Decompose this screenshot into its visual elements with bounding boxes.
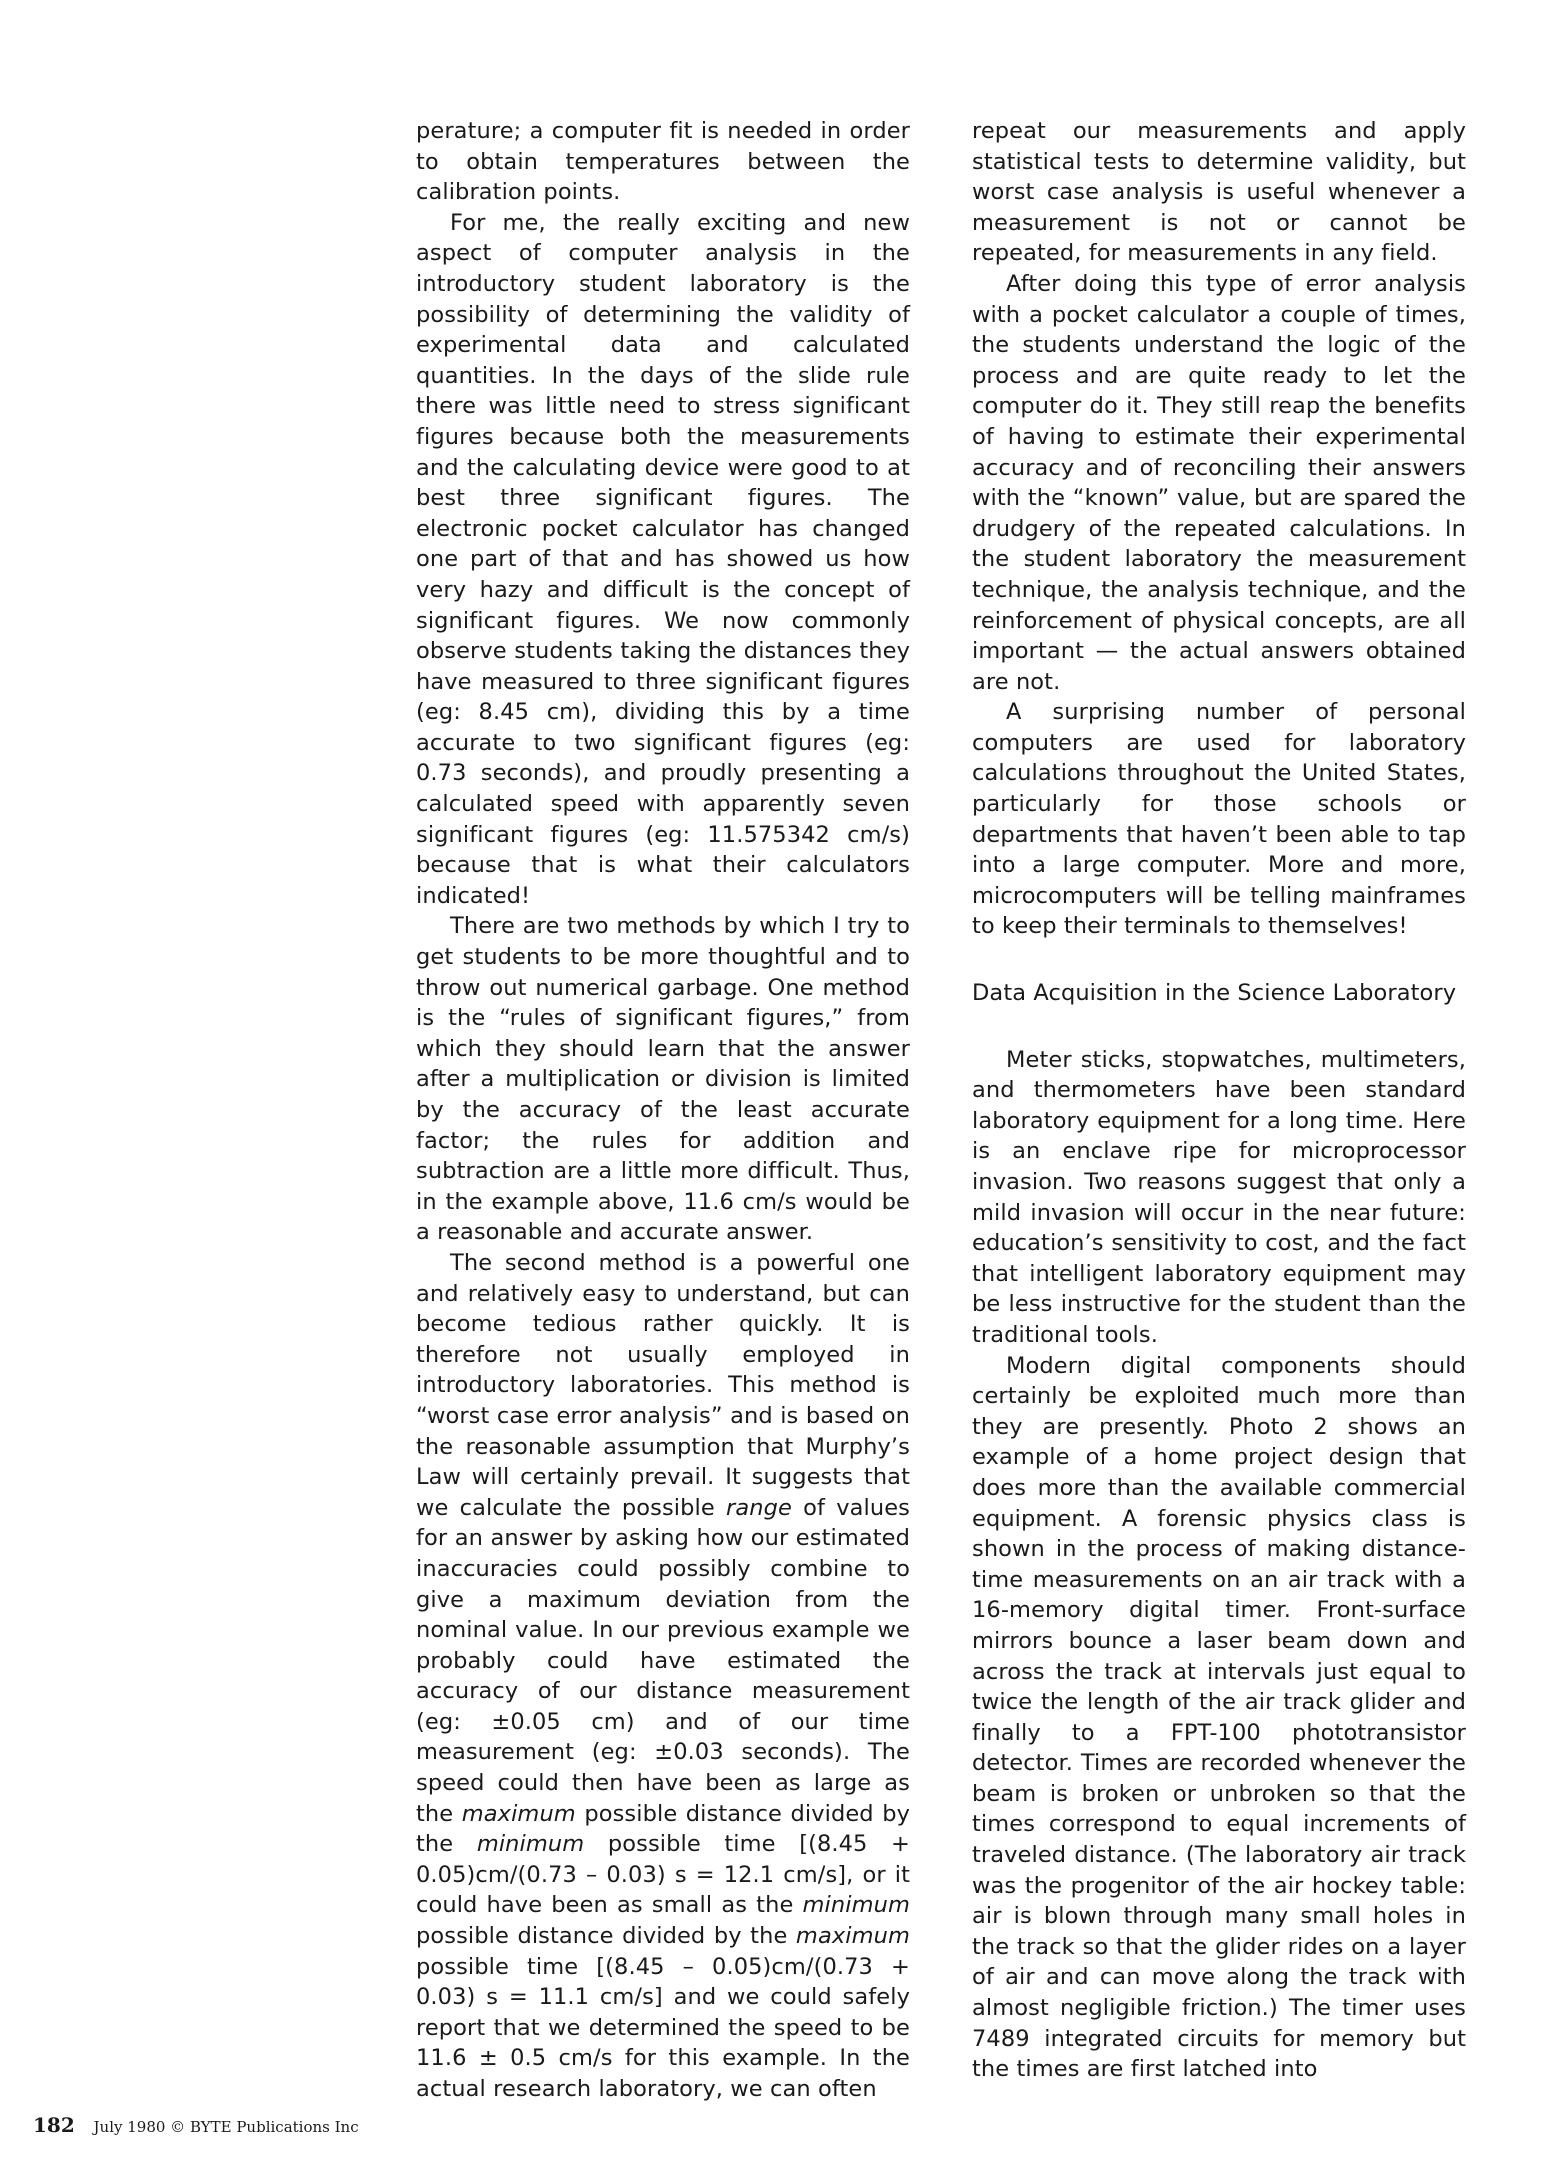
left-column [416, 116, 910, 2105]
right-column [972, 116, 1466, 2085]
emphasis: range [726, 1494, 792, 1521]
paragraph: Meter sticks, stopwatches, multimeters, and thermometers have been standard laboratory equipment for a long time. Here is an enclave ripe for microprocessor invasion. Two reasons suggest that only a mild invasion will occur in the near future: education’s sensitivity to cost, and the fact that intelligent laboratory equipment may be less instructive for the student than the traditional tools. [972, 1046, 1466, 1348]
page-footer [33, 2113, 359, 2137]
text-run: of values for an answer by asking how our estimated inaccuracies could possibly combine to give a maximum deviation from the nominal value. In our previous example we probably could have estimated the accuracy of our distance measurement (eg: ±0.05 cm) and of our time measurement (eg: ±0.03 seconds). The speed could then have been as large as the [416, 1494, 911, 1827]
text-run: possible time [(8.45 + 0.05)cm/(0.73 – 0.03) s = 12.1 cm/s], or it could have been as small as the [416, 1831, 910, 1919]
paragraph: repeat our measurements and apply statistical tests to determine validity, but worst case analysis is useful whenever a measurement is not or cannot be repeated, for measurements in any field. [972, 118, 1466, 267]
text-run: possible distance divided by the [416, 1800, 910, 1858]
emphasis: minimum [802, 1892, 910, 1919]
text-run: The second method is a powerful one and relatively easy to understand, but can become tedious rather quickly. It is therefore not usually employed in introductory laboratories. This method is “worst case error analysis” and is based on the reasonable assumption that Murphy’s Law will certainly prevail. It suggests that we calculate the possible [416, 1249, 910, 1521]
emphasis: maximum [461, 1800, 576, 1827]
text-run: possible distance divided by the [416, 1923, 796, 1950]
paragraph: After doing this type of error analysis with a pocket calculator a couple of times, the students understand the logic of the process and are quite ready to let the computer do it. They still reap the benefits of having to estimate their experimental accuracy and of reconciling their answers with the “known” value, but are spared the drudgery of the repeated calculations. In the student laboratory the measurement technique, the analysis technique, and the reinforcement of physical concepts, are all important — the actual answers obtained are not. [972, 270, 1466, 695]
emphasis: minimum [476, 1831, 585, 1858]
paragraph: There are two methods by which I try to get students to be more thoughtful and to throw out numerical garbage. One method is the “rules of significant figures,” from which they should learn that the answer after a multiplication or division is limited by the accuracy of the least accurate factor; the rules for addition and subtraction are a little more difficult. Thus, in the example above, 11.6 cm/s would be a reasonable and accurate answer. [416, 913, 910, 1246]
emphasis: maximum [795, 1923, 910, 1950]
paragraph: A surprising number of personal computers are used for laboratory calculations throughout the United States, particularly for those schools or departments that haven’t been able to tap into a large computer. More and more, microcomputers will be telling mainframes to keep their terminals to themselves! [972, 699, 1466, 940]
page-number: 182 [33, 2113, 75, 2137]
paragraph: For me, the really exciting and new aspect of computer analysis in the introductory student laboratory is the possibility of determining the validity of experimental data and calculated quantities. In the days of the slide rule there was little need to stress significant figures because both the measurements and the calculating device were good to at best three significant figures. The electronic pocket calculator has changed one part of that and has showed us how very hazy and difficult is the concept of significant figures. We now commonly observe students taking the distances they have measured to three significant figures (eg: 8.45 cm), dividing this by a time accurate to two significant figures (eg: 0.73 seconds), and proudly presenting a calculated speed with apparently seven significant figures (eg: 11.575342 cm/s) because that is what their calculators indicated! [416, 209, 910, 909]
section-heading: Data Acquisition in the Science Laboratory [972, 980, 1457, 1007]
paragraph: Modern digital components should certainly be exploited much more than they are presently. Photo 2 shows an example of a home project design that does more than the available commercial equipment. A forensic physics class is shown in the process of making distance-time measurements on an air track with a 16-memory digital timer. Front-surface mirrors bounce a laser beam down and across the track at intervals just equal to twice the length of the air track glider and finally to a FPT-100 phototransistor detector. Times are recorded whenever the beam is broken or unbroken so that the times correspond to equal increments of traveled distance. (The laboratory air track was the progenitor of the air hockey table: air is blown through many small holes in the track so that the glider rides on a layer of air and can move along the track with almost negligible friction.) The timer uses 7489 integrated circuits for memory but the times are first latched into [972, 1352, 1466, 2083]
publication-credit: July 1980 © BYTE Publications Inc [93, 2118, 359, 2136]
paragraph: perature; a computer fit is needed in order to obtain temperatures between the calibration points. [416, 118, 910, 206]
paragraph [416, 1248, 910, 2105]
text-run: possible time [(8.45 – 0.05)cm/(0.73 + 0.03) s = 11.1 cm/s] and we could safely report that we determined the speed to be 11.6 ± 0.5 cm/s for this example. In the actual research laboratory, we can often [416, 1953, 910, 2102]
